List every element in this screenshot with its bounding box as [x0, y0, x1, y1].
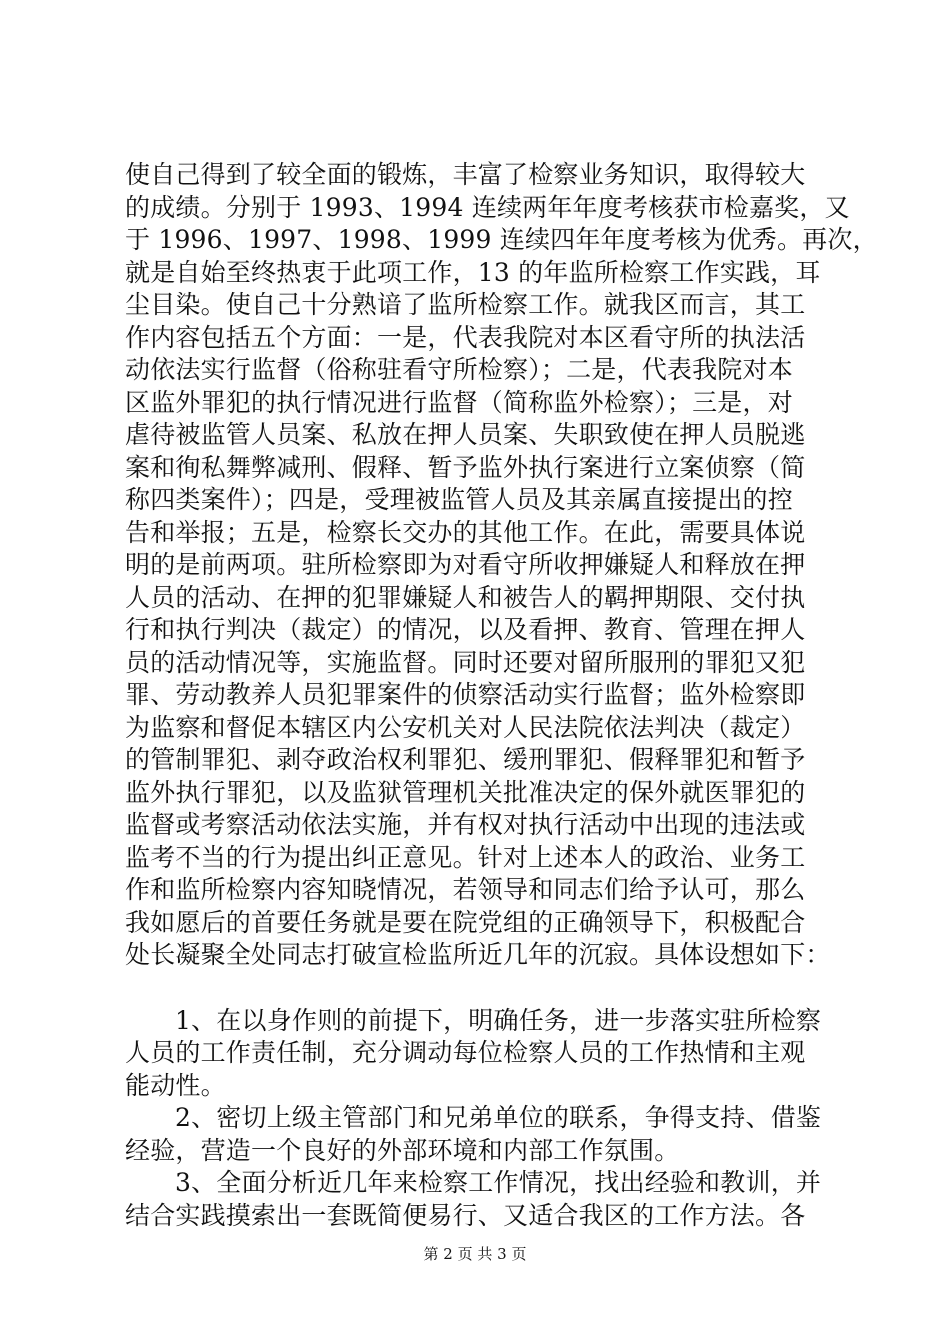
text-line: 尘目染。使自己十分熟谙了监所检察工作。就我区而言，其工: [125, 290, 806, 319]
text-line: 案和徇私舞弊减刑、假释、暂予监外执行案进行立案侦察（简: [125, 452, 806, 482]
text-line: 3、全面分析近几年来检察工作情况，找出经验和教训，并: [175, 1168, 822, 1197]
text-line: 明的是前两项。驻所检察即为对看守所收押嫌疑人和释放在押: [125, 550, 806, 579]
text-line: 监督或考察活动依法实施，并有权对执行活动中出现的违法或: [125, 810, 806, 839]
text-line: 虐待被监管人员案、私放在押人员案、失职致使在押人员脱逃: [125, 420, 806, 449]
text-line: 动依法实行监督（俗称驻看守所检察）；二是，代表我院对本: [125, 355, 793, 384]
text-line: 我如愿后的首要任务就是要在院党组的正确领导下，积极配合: [125, 907, 806, 937]
list-item-3: [125, 1167, 845, 1232]
page-number-footer: 第 2 页 共 3 页: [423, 1245, 527, 1263]
text-line: 作和监所检察内容知晓情况，若领导和同志们给予认可，那么: [125, 875, 806, 904]
text-line: 作内容包括五个方面：一是，代表我院对本区看守所的执法活: [125, 322, 806, 352]
text-line: 监考不当的行为提出纠正意见。针对上述本人的政治、业务工: [125, 842, 806, 872]
text-line: 为监察和督促本辖区内公安机关对人民法院依法判决（裁定）: [125, 712, 806, 742]
text-line: 告和举报；五是，检察长交办的其他工作。在此，需要具体说: [125, 517, 806, 547]
text-line: 监外执行罪犯，以及监狱管理机关批准决定的保外就医罪犯的: [125, 777, 806, 807]
text-line: 罪、劳动教养人员犯罪案件的侦察活动实行监督；监外检察即: [125, 680, 806, 709]
text-line: 区监外罪犯的执行情况进行监督（简称监外检察）；三是，对: [125, 387, 793, 417]
text-line: 就是自始至终热衷于此项工作，13 的年监所检察工作实践，耳: [125, 257, 821, 287]
text-line: 处长凝聚全处同志打破宣检监所近几年的沉寂。具体设想如下：: [125, 940, 831, 969]
paragraph-gap: [125, 972, 845, 1005]
paragraph-1: [125, 159, 878, 972]
text-line: 能动性。: [125, 1070, 226, 1100]
text-line: 结合实践摸索出一套既简便易行、又适合我区的工作方法。各: [125, 1200, 806, 1230]
list-item-1: [125, 1005, 845, 1103]
text-line: 人员的活动、在押的犯罪嫌疑人和被告人的羁押期限、交付执: [125, 582, 806, 612]
text-line: 1、在以身作则的前提下，明确任务，进一步落实驻所检察: [175, 1005, 822, 1035]
text-line: 于 1996、1997、1998、1999 连续四年年度考核为优秀。再次，: [125, 225, 878, 254]
text-line: 的管制罪犯、剥夺政治权利罪犯、缓刑罪犯、假释罪犯和暂予: [125, 745, 806, 774]
text-line: 员的活动情况等，实施监督。同时还要对留所服刑的罪犯又犯: [125, 647, 806, 677]
text-line: 经验，营造一个良好的外部环境和内部工作氛围。: [125, 1135, 680, 1165]
body-text: [125, 159, 878, 1232]
text-line: 称四类案件）；四是，受理被监管人员及其亲属直接提出的控: [125, 485, 793, 514]
text-line: 2、密切上级主管部门和兄弟单位的联系，争得支持、借鉴: [175, 1103, 822, 1132]
text-line: 使自己得到了较全面的锻炼，丰富了检察业务知识，取得较大: [125, 160, 806, 189]
text-line: 行和执行判决（裁定）的情况，以及看押、教育、管理在押人: [125, 615, 806, 644]
text-line: 的成绩。分别于 1993、1994 连续两年年度考核获市检嘉奖，又: [125, 192, 850, 222]
list-item-2: [125, 1102, 845, 1167]
text-line: 人员的工作责任制，充分调动每位检察人员的工作热情和主观: [125, 1038, 806, 1067]
